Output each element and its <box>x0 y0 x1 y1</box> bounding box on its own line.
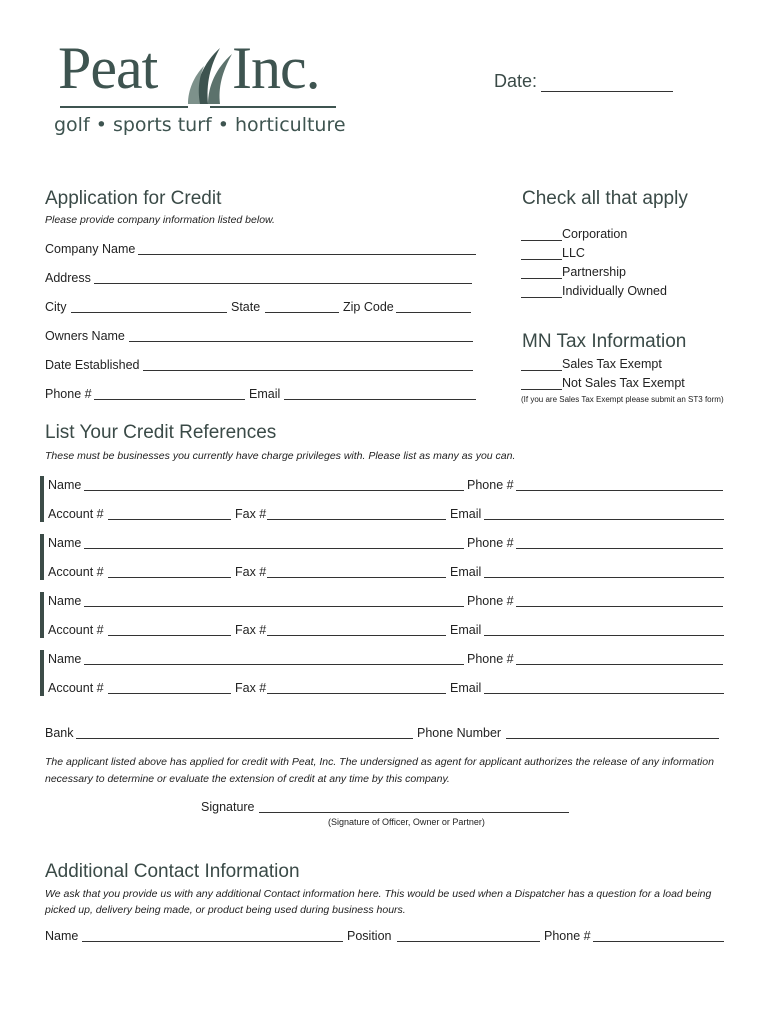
state-field[interactable] <box>265 312 339 313</box>
signature-label: Signature <box>201 800 255 814</box>
additional-title: Additional Contact Information <box>45 861 300 882</box>
ref-account-label: Account # <box>48 507 104 521</box>
ref-name-field[interactable] <box>84 490 464 491</box>
references-subtitle: These must be businesses you currently have charge privileges with. Please list as many as you can. <box>45 450 516 462</box>
ref-phone-label: Phone # <box>467 536 514 550</box>
ref-fax-field[interactable] <box>267 635 446 636</box>
ref-account-label: Account # <box>48 681 104 695</box>
authorization-text: The applicant listed above has applied for credit with Peat, Inc. The undersigned as agent for applicant authorizes the release of any information necessary to determine or evaluate the extension of credit at any time by this company. <box>45 756 714 785</box>
ref-phone-label: Phone # <box>467 478 514 492</box>
owners-name-label: Owners Name <box>45 329 125 343</box>
ref-email-field[interactable] <box>484 693 724 694</box>
mn-tax-note: (If you are Sales Tax Exempt please submit an ST3 form) <box>521 395 724 404</box>
signature-field[interactable] <box>259 812 569 813</box>
option-partnership[interactable] <box>521 265 626 279</box>
ref-account-label: Account # <box>48 623 104 637</box>
checkbox-line[interactable] <box>521 248 562 260</box>
logo-word-peat: Peat <box>58 35 158 101</box>
zip-field[interactable] <box>396 312 471 313</box>
grass-leaf-icon <box>186 44 238 106</box>
bank-field[interactable] <box>76 738 413 739</box>
ref-email-label: Email <box>450 565 482 579</box>
ref-name-label: Name <box>48 652 82 666</box>
reference-bar <box>40 534 44 580</box>
ref-account-field[interactable] <box>108 635 231 636</box>
owners-name-field[interactable] <box>129 341 473 342</box>
ref-name-field[interactable] <box>84 548 464 549</box>
ref-phone-field[interactable] <box>516 664 723 665</box>
email-field[interactable] <box>284 399 476 400</box>
option-not-sales-tax-exempt[interactable] <box>521 376 685 390</box>
contact-position-field[interactable] <box>397 941 540 942</box>
option-corporation[interactable] <box>521 227 627 241</box>
ref-phone-label: Phone # <box>467 652 514 666</box>
bank-phone-field[interactable] <box>506 738 719 739</box>
ref-fax-label: Fax # <box>235 623 267 637</box>
option-llc[interactable] <box>521 246 585 260</box>
application-title: Application for Credit <box>45 188 222 209</box>
checkbox-line[interactable] <box>521 267 562 279</box>
reference-bar <box>40 476 44 522</box>
ref-email-label: Email <box>450 681 482 695</box>
ref-account-field[interactable] <box>108 519 231 520</box>
ref-account-field[interactable] <box>108 693 231 694</box>
option-individually-owned[interactable] <box>521 284 667 298</box>
check-all-title: Check all that apply <box>522 188 688 209</box>
ref-name-field[interactable] <box>84 606 464 607</box>
city-label: City <box>45 300 67 314</box>
date-label: Date: <box>494 71 538 91</box>
mn-tax-title: MN Tax Information <box>522 331 687 352</box>
ref-email-label: Email <box>450 507 482 521</box>
signature-caption: (Signature of Officer, Owner or Partner) <box>328 817 485 827</box>
company-name-label: Company Name <box>45 242 136 256</box>
contact-phone-label: Phone # <box>544 929 591 943</box>
contact-position-label: Position <box>347 929 392 943</box>
ref-account-field[interactable] <box>108 577 231 578</box>
contact-name-label: Name <box>45 929 79 943</box>
date-established-field[interactable] <box>143 370 473 371</box>
ref-name-label: Name <box>48 478 82 492</box>
logo-underline-right <box>210 106 336 108</box>
reference-bar <box>40 650 44 696</box>
ref-account-label: Account # <box>48 565 104 579</box>
option-label: Not Sales Tax Exempt <box>562 376 685 390</box>
option-label: Individually Owned <box>562 284 667 298</box>
ref-email-label: Email <box>450 623 482 637</box>
checkbox-line[interactable] <box>521 229 562 241</box>
phone-field[interactable] <box>94 399 245 400</box>
option-sales-tax-exempt[interactable] <box>521 357 662 371</box>
logo-word-inc: Inc. <box>232 35 320 101</box>
ref-email-field[interactable] <box>484 577 724 578</box>
option-label: Partnership <box>562 265 626 279</box>
references-title: List Your Credit References <box>45 422 277 443</box>
ref-name-label: Name <box>48 594 82 608</box>
phone-label: Phone # <box>45 387 92 401</box>
ref-email-field[interactable] <box>484 519 724 520</box>
bank-phone-label: Phone Number <box>417 726 502 740</box>
checkbox-line[interactable] <box>521 359 562 371</box>
contact-name-field[interactable] <box>82 941 343 942</box>
ref-fax-field[interactable] <box>267 577 446 578</box>
date-established-label: Date Established <box>45 358 140 372</box>
ref-fax-field[interactable] <box>267 693 446 694</box>
date-field[interactable] <box>541 91 673 92</box>
city-field[interactable] <box>71 312 227 313</box>
state-label: State <box>231 300 261 314</box>
checkbox-line[interactable] <box>521 378 562 390</box>
bank-label: Bank <box>45 726 74 740</box>
contact-phone-field[interactable] <box>593 941 724 942</box>
option-label: Sales Tax Exempt <box>562 357 662 371</box>
ref-phone-field[interactable] <box>516 490 723 491</box>
ref-email-field[interactable] <box>484 635 724 636</box>
logo-tagline: golf • sports turf • horticulture <box>54 114 346 136</box>
checkbox-line[interactable] <box>521 286 562 298</box>
option-label: Corporation <box>562 227 628 241</box>
ref-name-label: Name <box>48 536 82 550</box>
email-label: Email <box>249 387 281 401</box>
ref-fax-field[interactable] <box>267 519 446 520</box>
ref-phone-field[interactable] <box>516 606 723 607</box>
ref-phone-label: Phone # <box>467 594 514 608</box>
logo-underline-left <box>60 106 188 108</box>
ref-fax-label: Fax # <box>235 681 267 695</box>
reference-bar <box>40 592 44 638</box>
additional-subtitle: We ask that you provide us with any additional Contact information here. This would be used when a Dispatcher has a question for a load being picked up, delivery being made, or product being used during business hours. <box>45 888 712 916</box>
application-subtitle: Please provide company information listed below. <box>45 214 275 226</box>
ref-fax-label: Fax # <box>235 565 267 579</box>
option-label: LLC <box>562 246 585 260</box>
zip-label: Zip Code <box>343 300 394 314</box>
ref-name-field[interactable] <box>84 664 464 665</box>
address-label: Address <box>45 271 91 285</box>
company-name-field[interactable] <box>138 254 476 255</box>
ref-fax-label: Fax # <box>235 507 267 521</box>
address-field[interactable] <box>94 283 472 284</box>
ref-phone-field[interactable] <box>516 548 723 549</box>
